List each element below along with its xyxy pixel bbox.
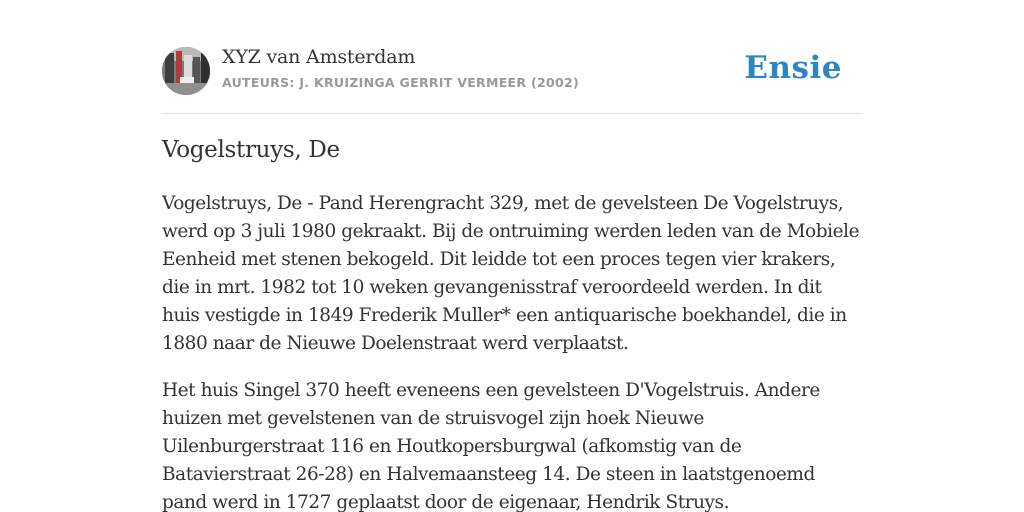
ensie-logo[interactable]: Ensie xyxy=(744,50,842,86)
book-cover-photo-icon xyxy=(162,47,210,95)
entry-content xyxy=(162,190,862,512)
header-divider xyxy=(162,113,862,114)
book-header xyxy=(162,46,862,96)
book-title[interactable]: XYZ van Amsterdam xyxy=(222,46,416,68)
entry-paragraph: Vogelstruys, De - Pand Herengracht 329, met de gevelsteen De Vogelstruys, werd op 3 juli 1980 gekraakt. Bij de ontruiming werden leden van de Mobiele Eenheid met stenen bekogeld. Dit leidde tot een proces tegen vier krakers, die in mrt. 1982 tot 10 weken gevangenisstraf veroordeeld werden. In dit huis vestigde in 1849 Frederik Muller* een antiquarische boekhandel, die in 1880 naar de Nieuwe Doelenstraat werd verplaatst. xyxy=(162,193,860,354)
entry-title: Vogelstruys, De xyxy=(162,137,340,163)
entry-paragraph: Het huis Singel 370 heeft eveneens een gevelsteen D'Vogelstruis. Andere huizen met gevelstenen van de struisvogel zijn hoek Nieuwe Uilenburgerstraat 116 en Houtkopersburgwal (afkomstig van de Batavierstraat 26-28) en Halvemaansteeg 14. De steen in laatstgenoemd pand werd in 1727 geplaatst door de eigenaar, Hendrik Struys. xyxy=(162,380,820,512)
book-authors: AUTEURS: J. KRUIZINGA GERRIT VERMEER (2002) xyxy=(222,75,579,90)
book-cover-avatar[interactable] xyxy=(162,47,210,95)
